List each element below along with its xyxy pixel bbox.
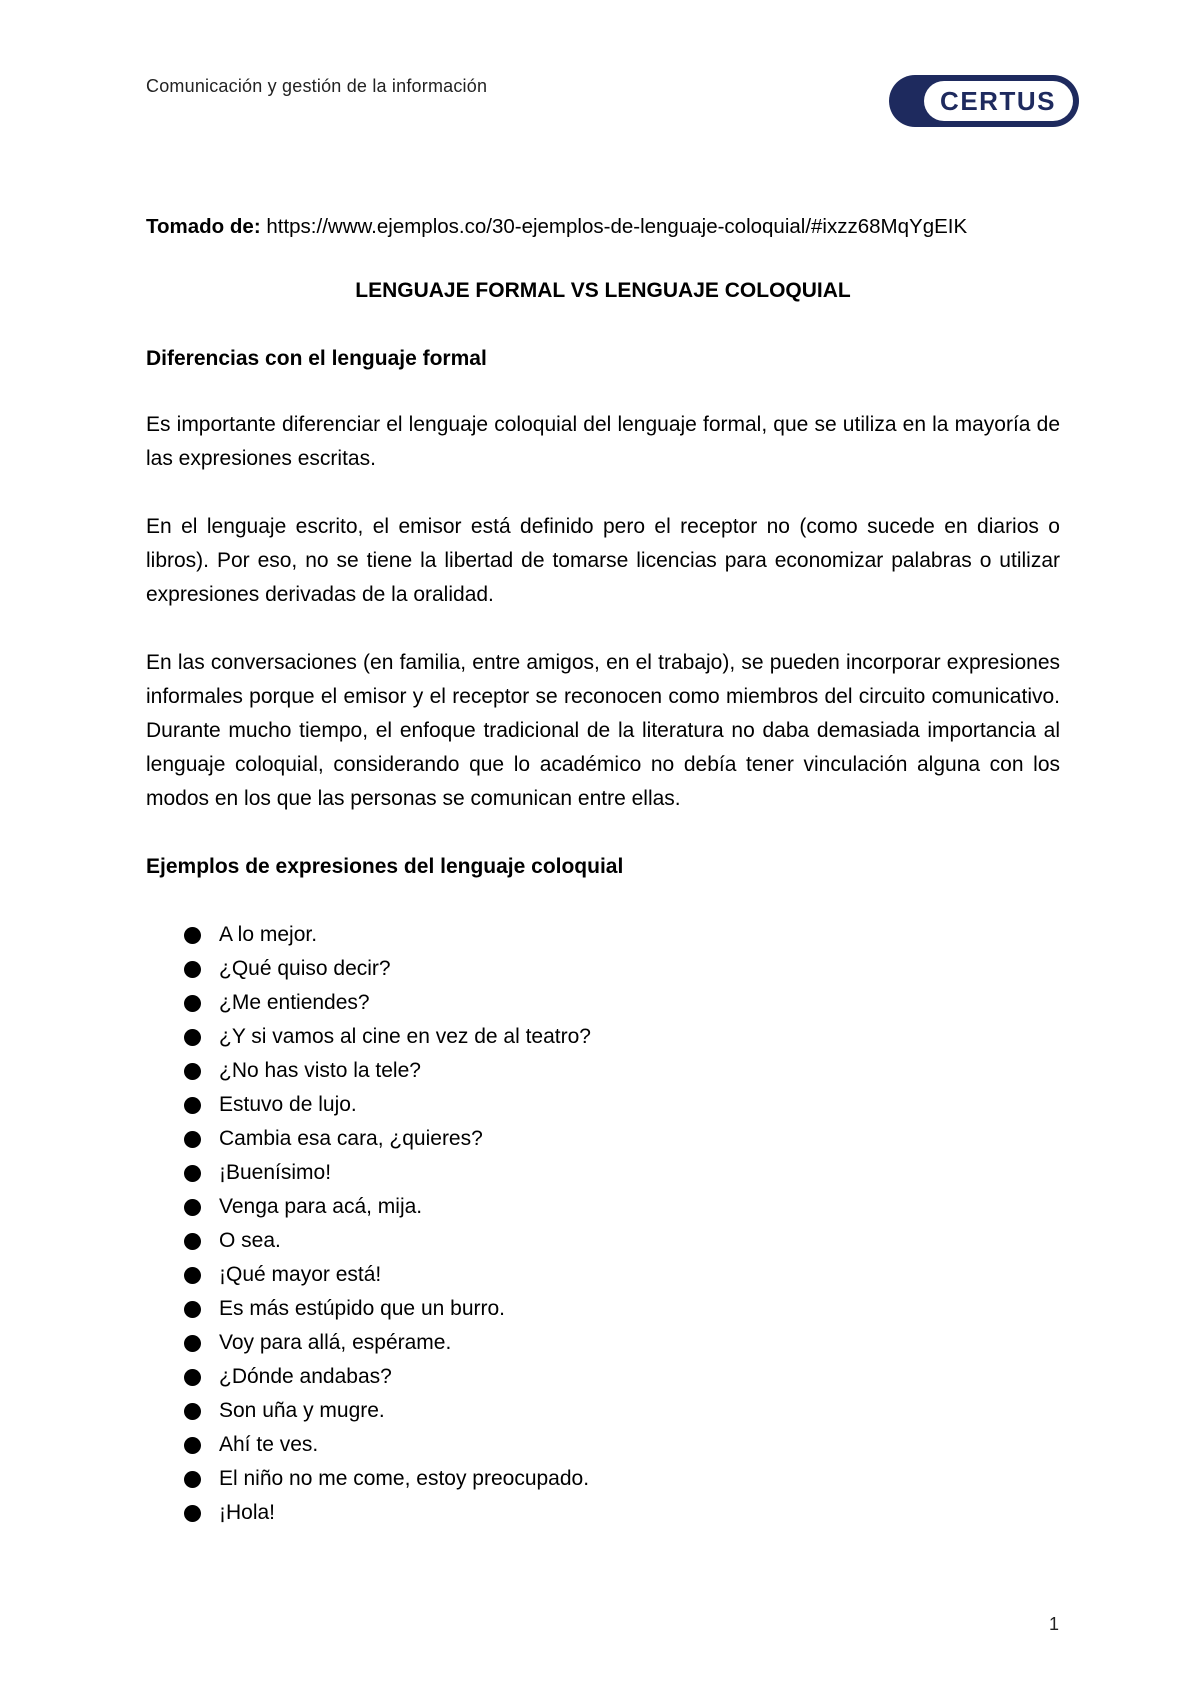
- list-item: ¿Qué quiso decir?: [184, 952, 1060, 986]
- bullet-icon: [184, 1471, 201, 1488]
- bullet-icon: [184, 1403, 201, 1420]
- bullet-icon: [184, 1165, 201, 1182]
- bullet-icon: [184, 927, 201, 944]
- certus-logo: [888, 74, 1080, 128]
- list-item: ¿Y si vamos al cine en vez de al teatro?: [184, 1020, 1060, 1054]
- bullet-icon: [184, 1335, 201, 1352]
- paragraph: En las conversaciones (en familia, entre amigos, en el trabajo), se pueden incorporar expresiones informales porque el emisor y el receptor se reconocen como miembros del circuito comunicativo. Durante mucho tiempo, el enfoque tradicional de la literatura no daba demasiada importancia al lenguaje coloquial, considerando que lo académico no debía tener vinculación alguna con los modos en los que las personas se comunican entre ellas.: [146, 651, 1060, 810]
- bullet-icon: [184, 1097, 201, 1114]
- paragraph: Es importante diferenciar el lenguaje coloquial del lenguaje formal, que se utiliza en la mayoría de las expresiones escritas.: [146, 413, 1060, 470]
- bullet-icon: [184, 1063, 201, 1080]
- list-item: ¡Qué mayor está!: [184, 1258, 1060, 1292]
- list-item: Cambia esa cara, ¿quieres?: [184, 1122, 1060, 1156]
- section-heading-examples: Ejemplos de expresiones del lenguaje coloquial: [146, 855, 624, 878]
- document-body: [146, 210, 1060, 1530]
- list-item: Voy para allá, espérame.: [184, 1326, 1060, 1360]
- source-url: https://www.ejemplos.co/30-ejemplos-de-lenguaje-coloquial/#ixzz68MqYgEIK: [266, 215, 968, 238]
- list-item: Es más estúpido que un burro.: [184, 1292, 1060, 1326]
- bullet-icon: [184, 1437, 201, 1454]
- list-item: ¿Dónde andabas?: [184, 1360, 1060, 1394]
- list-item: ¡Buenísimo!: [184, 1156, 1060, 1190]
- list-item: El niño no me come, estoy preocupado.: [184, 1462, 1060, 1496]
- list-item: ¿Me entiendes?: [184, 986, 1060, 1020]
- bullet-icon: [184, 961, 201, 978]
- list-item: Ahí te ves.: [184, 1428, 1060, 1462]
- bullet-icon: [184, 1029, 201, 1046]
- bullet-icon: [184, 1233, 201, 1250]
- bullet-icon: [184, 1131, 201, 1148]
- bullet-icon: [184, 995, 201, 1012]
- list-item: O sea.: [184, 1224, 1060, 1258]
- list-item: ¡Hola!: [184, 1496, 1060, 1530]
- logo-text: CERTUS: [940, 86, 1056, 116]
- bullet-icon: [184, 1301, 201, 1318]
- list-item: Son uña y mugre.: [184, 1394, 1060, 1428]
- document-title: LENGUAJE FORMAL VS LENGUAJE COLOQUIAL: [355, 279, 851, 302]
- list-item: Venga para acá, mija.: [184, 1190, 1060, 1224]
- list-item: Estuvo de lujo.: [184, 1088, 1060, 1122]
- section-heading-differences: Diferencias con el lenguaje formal: [146, 347, 487, 370]
- list-item: ¿No has visto la tele?: [184, 1054, 1060, 1088]
- bullet-icon: [184, 1267, 201, 1284]
- examples-list: [146, 918, 1060, 1530]
- bullet-icon: [184, 1369, 201, 1386]
- paragraph: En el lenguaje escrito, el emisor está definido pero el receptor no (como sucede en diarios o libros). Por eso, no se tiene la libertad de tomarse licencias para economizar palabras o utilizar expresiones derivadas de la oralidad.: [146, 515, 1060, 606]
- course-title: Comunicación y gestión de la información: [146, 76, 488, 96]
- list-item: A lo mejor.: [184, 918, 1060, 952]
- page-number: 1: [1049, 1614, 1060, 1634]
- source-label: Tomado de:: [146, 215, 261, 238]
- bullet-icon: [184, 1199, 201, 1216]
- bullet-icon: [184, 1505, 201, 1522]
- source-line: [146, 210, 1060, 244]
